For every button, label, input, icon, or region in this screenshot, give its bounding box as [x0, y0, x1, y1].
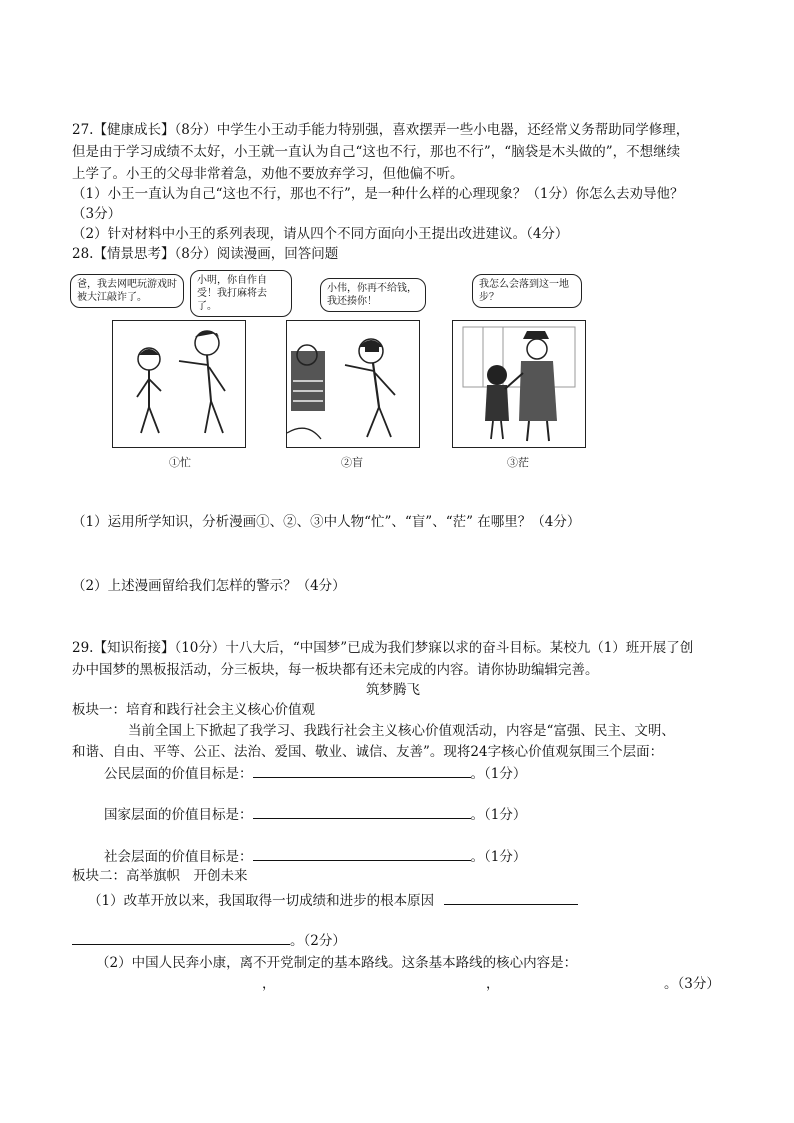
q27-line-1: 27.【健康成长】（8分）中学生小王动手能力特别强，喜欢摆弄一些小电器，还经常义务帮助同学修理， — [72, 122, 690, 138]
q27-line-3: 上学了。小王的父母非常着急，劝他不要放弃学习，但他偏不听。 — [72, 166, 464, 182]
comic-panel-2 — [286, 320, 420, 448]
society-value-row — [104, 846, 526, 867]
comma-1: ， — [262, 976, 276, 992]
board-title: 筑梦腾飞 — [366, 682, 420, 698]
q27-sub1-b: （3分） — [72, 206, 122, 222]
panel-1-speech-bubble-1: 爸，我去网吧玩游戏时被大江敲诈了。 — [70, 274, 184, 308]
panel-3-caption: ③茫 — [507, 456, 529, 469]
block-1-paragraph-2: 和谐、自由、平等、公正、法治、爱国、敬业、诚信、友善”。现将24字核心价值观氛围三个层面： — [72, 744, 664, 760]
block-2-title: 板块二：高举旗帜 开创未来 — [72, 868, 248, 884]
comic-panel-3 — [452, 320, 586, 448]
panel-2-drawing — [287, 321, 419, 447]
q28-sub2: （2）上述漫画留给我们怎样的警示？（4分） — [72, 578, 346, 594]
society-value-answer-blank[interactable] — [253, 846, 471, 861]
civic-value-label: 公民层面的价值目标是： — [104, 766, 253, 782]
root-cause-answer-blank-1[interactable] — [444, 890, 578, 905]
block-1-paragraph-1: 当前全国上下掀起了我学习、我践行社会主义核心价值观活动，内容是“富强、民主、文明、 — [128, 723, 675, 739]
q27-sub2: （2）针对材料中小王的系列表现，请从四个不同方面向小王提出改进建议。（4分） — [72, 226, 569, 242]
q28-sub1: （1）运用所学知识，分析漫画①、②、③中人物“忙”、“盲”、“茫” 在哪里？（4分） — [72, 514, 581, 530]
comic-strip — [70, 270, 590, 470]
panel-1-drawing — [113, 321, 245, 447]
block-2-question-1-continued — [72, 930, 346, 951]
nation-value-row — [104, 804, 526, 825]
comic-panel-1 — [112, 320, 246, 448]
nation-value-score: 。（1分） — [470, 807, 527, 823]
q29-line-2: 办中国梦的黑板报活动，分三板块，每一板块都有还未完成的内容。请你协助编辑完善。 — [72, 662, 599, 678]
q28-title: 28.【情景思考】（8分）阅读漫画，回答问题 — [72, 246, 339, 262]
nation-value-label: 国家层面的价值目标是： — [104, 807, 253, 823]
block-2-question-2-score: 。（3分） — [664, 976, 720, 992]
society-value-label: 社会层面的价值目标是： — [104, 849, 253, 865]
panel-2-speech-bubble: 小伟，你再不给钱，我还揍你！ — [320, 278, 426, 312]
society-value-score: 。（1分） — [470, 849, 527, 865]
block-2-question-2: （2）中国人民奔小康，离不开党制定的基本路线。这条基本路线的核心内容是： — [96, 955, 578, 971]
panel-1-caption: ①忙 — [169, 456, 191, 469]
civic-value-score: 。（1分） — [470, 766, 527, 782]
q27-line-2: 但是由于学习成绩不太好，小王就一直认为自己“这也不行，那也不行”，“脑袋是木头做的”，不想继续 — [72, 144, 681, 160]
root-cause-answer-blank-2[interactable] — [72, 930, 290, 945]
q29-line-1: 29.【知识衔接】（10分）十八大后，“中国梦”已成为我们梦寐以求的奋斗目标。某校九（1）班开展了创 — [72, 640, 694, 656]
civic-value-row — [104, 763, 526, 784]
block-2-question-1: （1）改革开放以来，我国取得一切成绩和进步的根本原因 — [88, 893, 435, 909]
civic-value-answer-blank[interactable] — [253, 763, 471, 778]
block-2-question-1-row — [88, 890, 578, 911]
panel-3-drawing — [453, 321, 585, 447]
panel-3-speech-bubble: 我怎么会落到这一地步？ — [472, 274, 582, 308]
comma-2: ， — [486, 976, 500, 992]
block-1-title: 板块一：培育和践行社会主义核心价值观 — [72, 702, 315, 718]
panel-1-speech-bubble-2: 小明，你自作自受！我打麻将去了。 — [190, 270, 292, 317]
q27-sub1-a: （1）小王一直认为自己“这也不行，那也不行”，是一种什么样的心理现象？（1分）你怎么去劝导他？ — [72, 186, 684, 202]
block-2-question-1-score: 。（2分） — [290, 933, 346, 949]
panel-2-caption: ②盲 — [341, 456, 363, 469]
nation-value-answer-blank[interactable] — [253, 804, 471, 819]
